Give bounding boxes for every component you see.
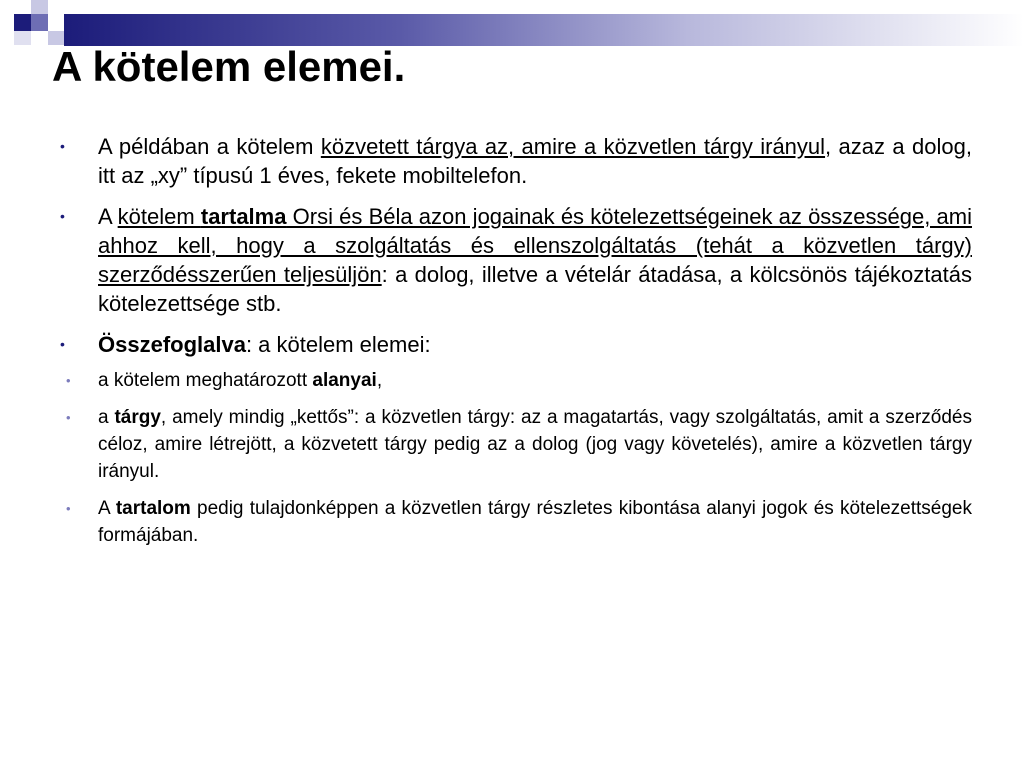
sub-bullet-dot-icon: • [66, 501, 71, 516]
corner-square-mid [31, 14, 48, 31]
sub-bullet-dot-icon: • [66, 410, 71, 425]
bullet-dot-icon: • [60, 208, 65, 224]
slide-title: A kötelem elemei. [52, 43, 406, 90]
bullet-list [60, 132, 972, 549]
bullet-item-2: • A kötelem tartalma Orsi és Béla azon jogainak és kötelezettségeinek az összessége, ami ahhoz kell, hogy a szolgáltatás és ellenszolgáltatás (tehát a közvetlen tárgy) szerződésszerűen teljesüljön: a dolog, illetve a vételár átadása, a kölcsönös tájékoztatás kötelezettsége stb. [60, 204, 972, 316]
bullet-dot-icon: • [60, 138, 65, 154]
sub-bullet-list [66, 367, 972, 549]
corner-square-pale [14, 31, 31, 45]
sub-bullet-item-2: • a tárgy, amely mindig „kettős”: a közvetlen tárgy: az a magatartás, vagy szolgáltatás, amit a szerződés céloz, amire létrejött, a közvetett tárgy pedig az a dolog (jog vagy követelés), amire a közvetlen tárgy irányul. [98, 404, 972, 485]
slide-content [60, 132, 972, 561]
sub-bullet-item-1: • a kötelem meghatározott alanyai, [98, 367, 972, 394]
corner-square-dark [14, 14, 31, 31]
sub-bullet-dot-icon: • [66, 373, 71, 388]
bullet-item-1: • A példában a kötelem közvetett tárgya az, amire a közvetlen tárgy irányul, azaz a dolog, itt az „xy” típusú 1 éves, fekete mobiltelefon. [60, 134, 972, 188]
bullet-item-3: • Összefoglalva: a kötelem elemei: • a kötelem meghatározott alanyai, • a tárgy, amely mindig „kettős”: a közvetlen tárgy: az a magatartás, vagy szolgáltatás, amit a szerződés céloz, amire létrejött, a közvetett tárgy pedig az a dolog (jog vagy követelés), amire a közvetlen tárgy irányul. • A tartalom pedig tulajdonképpen a közvetlen tárgy részletes kibontása alanyi jogok és kötelezettségek formájában. [60, 330, 972, 549]
bullet-dot-icon: • [60, 336, 65, 352]
corner-square-light [31, 0, 48, 14]
sub-bullet-item-3: • A tartalom pedig tulajdonképpen a közvetlen tárgy részletes kibontása alanyi jogok és kötelezettségek formájában. [98, 495, 972, 549]
